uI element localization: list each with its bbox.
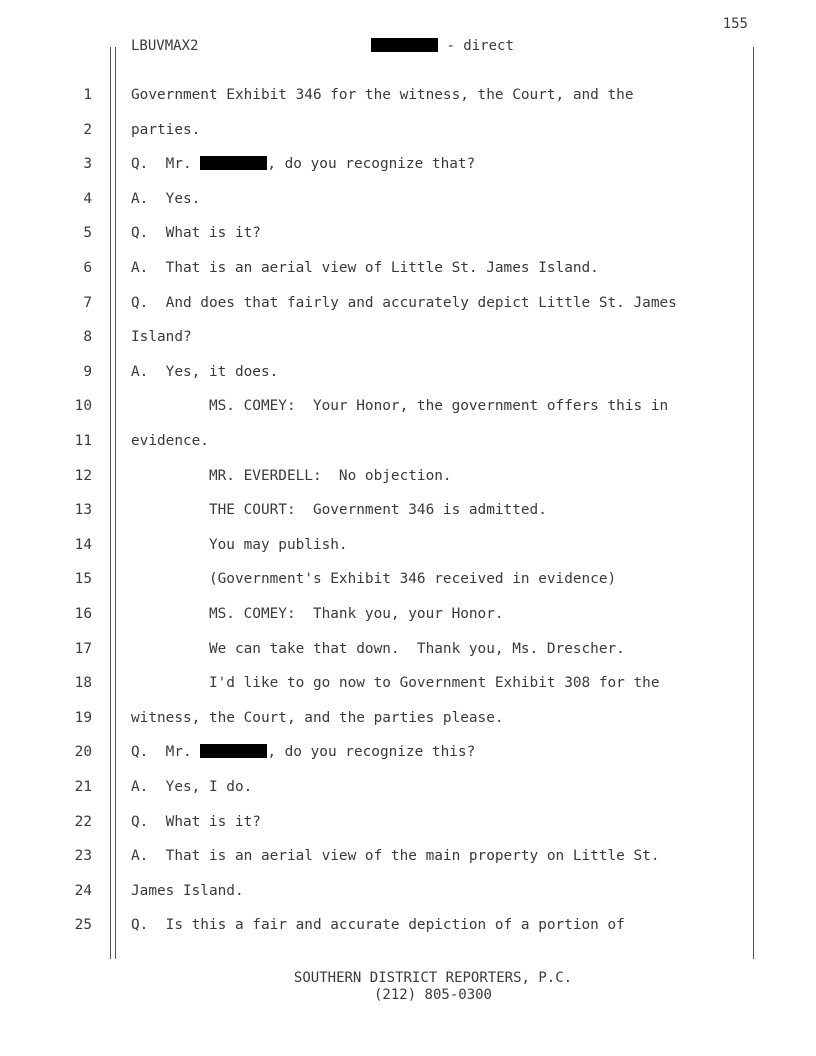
- line-number: 5: [83, 225, 92, 242]
- line-text-start: A. Yes, I do.: [131, 779, 253, 795]
- transcript-line: [0, 320, 816, 354]
- line-number: 17: [74, 640, 92, 657]
- transcript-line: [0, 424, 816, 458]
- line-text-start: A. That is an aerial view of the main property on Little St.: [131, 848, 660, 865]
- line-number: 16: [74, 606, 92, 622]
- transcript-line: [0, 735, 816, 769]
- transcript-line: [0, 147, 816, 181]
- line-text-start: Q. What is it?: [131, 813, 261, 830]
- line-text: [131, 597, 504, 631]
- line-text: [131, 632, 625, 666]
- line-number: 24: [74, 882, 92, 899]
- transcript-line: [0, 528, 816, 562]
- line-number: 19: [74, 709, 92, 726]
- line-number: 11: [74, 433, 92, 449]
- examination-header: [371, 38, 514, 54]
- line-text: [131, 286, 677, 320]
- line-text-start: Q. Mr.: [131, 744, 201, 761]
- line-number: 25: [74, 917, 92, 934]
- transcript-line: [0, 216, 816, 250]
- transcript-line: [0, 908, 816, 942]
- line-text: [131, 251, 599, 285]
- line-text: [131, 735, 475, 769]
- line-number: 15: [74, 571, 92, 588]
- line-text: [131, 701, 504, 735]
- line-text-start: You may publish.: [131, 536, 348, 553]
- line-text-start: evidence.: [131, 433, 209, 449]
- transcript-line: [0, 701, 816, 735]
- redaction-block: [371, 38, 438, 52]
- transcript-line: [0, 562, 816, 596]
- transcript-line: [0, 597, 816, 631]
- page-number: 155: [722, 16, 748, 32]
- line-number: 13: [74, 502, 92, 519]
- line-text: [131, 113, 200, 147]
- line-text: [131, 78, 634, 112]
- line-text: [131, 666, 660, 700]
- line-text-start: Q. Is this a fair and accurate depiction of a portion of: [131, 917, 625, 934]
- line-number: 8: [83, 329, 92, 346]
- line-number: 18: [74, 675, 92, 692]
- line-text-start: MS. COMEY: Your Honor, the government offers this in: [131, 398, 669, 415]
- line-text-start: We can take that down. Thank you, Ms. Drescher.: [131, 640, 625, 657]
- line-text: [131, 839, 660, 873]
- transcript-line: [0, 286, 816, 320]
- line-number: 4: [83, 190, 92, 207]
- line-number: 7: [83, 294, 92, 311]
- case-code: LBUVMAX2: [131, 38, 199, 54]
- line-text-start: Q. And does that fairly and accurately depict Little St. James: [131, 294, 677, 311]
- line-text: [131, 147, 475, 181]
- line-text-start: Island?: [131, 329, 192, 346]
- transcript-line: [0, 632, 816, 666]
- line-number: 3: [83, 156, 92, 173]
- line-text: [131, 908, 625, 942]
- line-text: [131, 216, 261, 250]
- line-number: 9: [83, 363, 92, 380]
- transcript-line: [0, 770, 816, 804]
- line-text: [131, 528, 348, 562]
- line-text-start: Q. Mr.: [131, 156, 201, 173]
- transcript-line: [0, 805, 816, 839]
- line-text: [131, 182, 200, 216]
- line-text: [131, 459, 452, 493]
- line-number: 12: [74, 467, 92, 484]
- transcript-line: [0, 493, 816, 527]
- line-text-start: MS. COMEY: Thank you, your Honor.: [131, 606, 504, 622]
- line-text-start: (Government's Exhibit 346 received in evidence): [131, 571, 617, 588]
- line-text: [131, 493, 547, 527]
- line-text-end: , do you recognize this?: [267, 744, 476, 761]
- redaction-block: [200, 156, 267, 170]
- line-text: [131, 320, 192, 354]
- transcript-line: [0, 355, 816, 389]
- line-text: [131, 424, 209, 458]
- line-text: [131, 562, 616, 596]
- transcript-line: [0, 182, 816, 216]
- line-text: [131, 389, 668, 423]
- line-text-start: THE COURT: Government 346 is admitted.: [131, 502, 547, 519]
- line-text: [131, 355, 278, 389]
- line-text-start: A. Yes.: [131, 190, 201, 207]
- examination-label: - direct: [446, 38, 514, 54]
- line-text: [131, 874, 244, 908]
- line-text-start: parties.: [131, 121, 201, 138]
- line-number: 21: [74, 779, 92, 795]
- line-text: [131, 805, 261, 839]
- footer-phone: (212) 805-0300: [373, 987, 492, 1003]
- line-number: 2: [83, 121, 92, 138]
- line-text-start: A. Yes, it does.: [131, 363, 279, 380]
- line-text-start: James Island.: [131, 882, 244, 899]
- transcript-line: [0, 874, 816, 908]
- transcript-line: [0, 251, 816, 285]
- line-text-start: I'd like to go now to Government Exhibit 308 for the: [131, 675, 660, 692]
- line-number: 6: [83, 260, 92, 276]
- redaction-block: [200, 744, 267, 758]
- line-text-start: Q. What is it?: [131, 225, 261, 242]
- transcript-line: [0, 78, 816, 112]
- line-number: 1: [83, 87, 92, 103]
- line-text-start: witness, the Court, and the parties please.: [131, 709, 504, 726]
- transcript-line: [0, 839, 816, 873]
- line-text-end: , do you recognize that?: [267, 156, 476, 173]
- line-text-start: A. That is an aerial view of Little St. James Island.: [131, 260, 599, 276]
- line-text-start: MR. EVERDELL: No objection.: [131, 467, 452, 484]
- line-number: 23: [74, 848, 92, 865]
- line-text-start: Government Exhibit 346 for the witness, the Court, and the: [131, 87, 634, 103]
- line-number: 20: [74, 744, 92, 761]
- line-text: [131, 770, 252, 804]
- transcript-line: [0, 389, 816, 423]
- line-number: 22: [74, 813, 92, 830]
- footer-reporter: SOUTHERN DISTRICT REPORTERS, P.C.: [293, 970, 573, 986]
- transcript-line: [0, 113, 816, 147]
- transcript-line: [0, 459, 816, 493]
- line-number: 14: [74, 536, 92, 553]
- transcript-line: [0, 666, 816, 700]
- line-number: 10: [74, 398, 92, 415]
